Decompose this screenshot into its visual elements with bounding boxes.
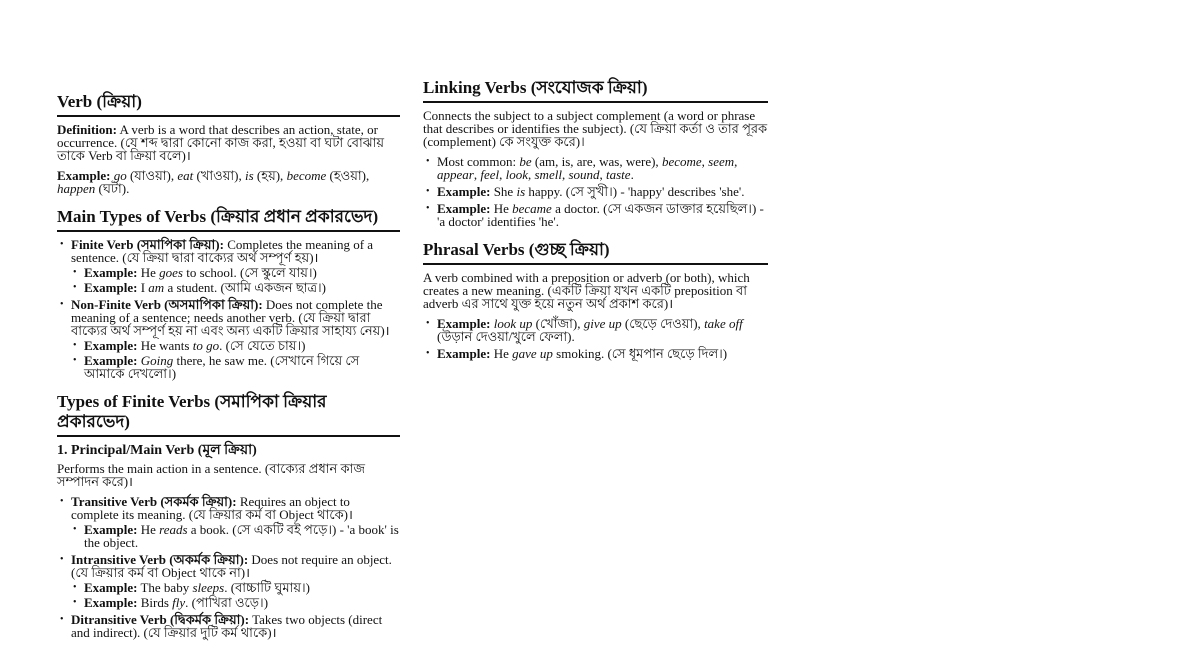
bullet-list xyxy=(423,155,768,228)
text-run: (উড়ান দেওয়া/খুলে ফেলা). xyxy=(437,329,575,344)
italic-term: to go xyxy=(192,338,220,353)
text-run: He xyxy=(137,522,160,537)
text-run: A verb is a word that describes an action, state, or occurrence. (যে শব্দ দ্বারা কোনো কাজ করা, হওয়া বা ঘটা বোঝায় তাকে Verb বা ক্রিয়া বলে)। xyxy=(57,122,385,163)
text-run: a doctor. (সে একজন ডাক্তার হয়েছিল।) - 'a doctor' identifies 'he'. xyxy=(437,201,764,229)
text-run: Linking Verbs (সংযোজক ক্রিয়া) xyxy=(423,78,648,97)
italic-term: take off xyxy=(704,316,743,331)
italic-term: gave up xyxy=(512,346,553,361)
bold-label: Example: xyxy=(84,522,138,537)
italic-term: smell xyxy=(534,167,562,182)
text-run: Phrasal Verbs (গুচ্ছ ক্রিয়া) xyxy=(423,240,610,259)
left-column xyxy=(57,92,400,647)
text-run: (হওয়া), xyxy=(326,168,370,183)
text-run: Requires an object to complete its meaning. (যে ক্রিয়ার কর্ম বা Object থাকে)। xyxy=(71,494,353,522)
subsection-heading xyxy=(57,443,400,459)
italic-term: fly xyxy=(172,595,186,610)
text-run: . xyxy=(630,167,634,182)
italic-term: look xyxy=(505,167,528,182)
text-run: . (পাখিরা ওড়ে।) xyxy=(185,595,269,610)
sub-list-item xyxy=(57,281,400,294)
text-run: Types of Finite Verbs (সমাপিকা ক্রিয়ার প্রকারভেদ) xyxy=(57,392,327,431)
text-run: The baby xyxy=(137,580,193,595)
italic-term: am xyxy=(148,280,165,295)
bold-label: Non-Finite Verb (অসমাপিকা ক্রিয়া): xyxy=(71,297,263,312)
section-heading xyxy=(423,240,768,265)
text-run: He xyxy=(137,265,160,280)
bold-label: Example: xyxy=(437,184,491,199)
list-item xyxy=(57,495,400,521)
list-item xyxy=(57,298,400,337)
text-run: a book. (সে একটি বই পড়ে।) - 'a book' is the object. xyxy=(84,522,399,550)
text-run: to school. (সে স্কুলে যায়।) xyxy=(182,265,317,280)
bold-label: Intransitive Verb (অকর্মক ক্রিয়া): xyxy=(71,552,249,567)
text-run: Most common: xyxy=(437,154,520,169)
text-run: He xyxy=(490,201,513,216)
bold-label: Example: xyxy=(437,346,491,361)
section-heading xyxy=(57,92,400,117)
bold-label: Ditransitive Verb (দ্বিকর্মক ক্রিয়া): xyxy=(71,612,250,627)
sub-list-item xyxy=(57,354,400,380)
text-run: I xyxy=(137,280,149,295)
text-run: (ঘটা). xyxy=(95,181,130,196)
text-run: , xyxy=(734,154,738,169)
text-run: a student. (আমি একজন ছাত্র।) xyxy=(164,280,326,295)
paragraph xyxy=(57,123,400,162)
bold-label: Example: xyxy=(84,280,138,295)
text-run: , xyxy=(561,167,569,182)
italic-term: sleeps xyxy=(192,580,225,595)
bold-label: Example: xyxy=(84,338,138,353)
text-run: . (বাচ্চাটি ঘুমায়।) xyxy=(224,580,310,595)
section-heading xyxy=(57,392,400,437)
italic-term: Going xyxy=(140,353,174,368)
text-run: Takes two objects (direct and indirect). (যে ক্রিয়ার দুটি কর্ম থাকে)। xyxy=(71,612,383,640)
italic-term: goes xyxy=(159,265,183,280)
sub-list-item xyxy=(57,523,400,549)
section-heading xyxy=(423,78,768,103)
bold-label: Example: xyxy=(84,580,138,595)
bullet-list xyxy=(423,317,768,360)
list-item xyxy=(57,238,400,264)
text-run: 1. Principal/Main Verb (মূল ক্রিয়া) xyxy=(57,443,257,458)
bold-label: Example: xyxy=(437,201,491,216)
bold-label: Example: xyxy=(84,353,138,368)
italic-term: taste xyxy=(606,167,631,182)
text-run: She xyxy=(490,184,517,199)
italic-term: give up xyxy=(583,316,622,331)
italic-term: happen xyxy=(57,181,96,196)
right-column xyxy=(423,78,768,368)
italic-term: appear xyxy=(437,167,474,182)
text-run: smoking. (সে ধূমপান ছেড়ে দিল।) xyxy=(552,346,728,361)
text-run: Does not complete the meaning of a sentence; needs another verb. (যে ক্রিয়া দ্বারা বাক্যের অর্থ সম্পূর্ণ হয় না এবং অন্য একটি ক্রিয়ার সাহায্য নেয়)। xyxy=(71,297,390,338)
text-run: (ছেড়ে দেওয়া), xyxy=(621,316,705,331)
text-run: He xyxy=(490,346,513,361)
bullet-list xyxy=(57,238,400,380)
bold-label: Definition: xyxy=(57,122,117,137)
bullet-list xyxy=(57,495,400,639)
italic-term: be xyxy=(519,154,532,169)
section-heading xyxy=(57,207,400,232)
text-run: Main Types of Verbs (ক্রিয়ার প্রধান প্রকারভেদ) xyxy=(57,207,379,226)
paragraph xyxy=(423,109,768,148)
paragraph xyxy=(57,462,400,488)
text-run: (am, is, are, was, were), xyxy=(531,154,662,169)
italic-term: become xyxy=(286,168,327,183)
text-run: (হয়), xyxy=(253,168,287,183)
italic-term: reads xyxy=(159,522,188,537)
list-item xyxy=(57,613,400,639)
italic-term: feel xyxy=(480,167,500,182)
italic-term: seem xyxy=(708,154,735,169)
italic-term: sound xyxy=(568,167,600,182)
text-run: A verb combined with a preposition or adverb (or both), which creates a new meaning. (একটি ক্রিয়া যখন একটি preposition বা adverb এর সাথে যুক্ত হয়ে নতুন অর্থ প্রকাশ করে)। xyxy=(423,270,750,311)
text-run: Verb (ক্রিয়া) xyxy=(57,92,142,111)
paragraph xyxy=(57,169,400,195)
text-run: there, he saw me. (সেখানে গিয়ে সে আমাকে দেখলো।) xyxy=(84,353,360,381)
sub-list-item xyxy=(57,266,400,279)
italic-term: go xyxy=(113,168,127,183)
italic-term: become xyxy=(661,154,702,169)
italic-term: eat xyxy=(177,168,194,183)
paragraph xyxy=(423,271,768,310)
bold-label: Example: xyxy=(84,265,138,280)
text-run: Performs the main action in a sentence. (বাক্যের প্রধান কাজ সম্পাদন করে)। xyxy=(57,461,366,489)
text-run: , xyxy=(599,167,607,182)
text-run: , xyxy=(473,167,481,182)
sub-list-item xyxy=(57,596,400,609)
list-item xyxy=(423,185,768,198)
list-item xyxy=(423,347,768,360)
list-item xyxy=(423,317,768,343)
list-item xyxy=(57,553,400,579)
bold-label: Transitive Verb (সকর্মক ক্রিয়া): xyxy=(71,494,237,509)
italic-term: look up xyxy=(493,316,533,331)
text-run: (খোঁজা), xyxy=(532,316,584,331)
text-run: Does not require an object. (যে ক্রিয়ার কর্ম বা Object থাকে না)। xyxy=(71,552,392,580)
text-run: He wants xyxy=(137,338,193,353)
italic-term: became xyxy=(512,201,552,216)
text-run: . (সে যেতে চায়।) xyxy=(219,338,306,353)
list-item xyxy=(423,202,768,228)
text-run: happy. (সে সুখী।) - 'happy' describes 'she'. xyxy=(525,184,745,199)
italic-term: is xyxy=(244,168,254,183)
bold-label: Example: xyxy=(57,168,111,183)
text-run: Completes the meaning of a sentence. (যে ক্রিয়া দ্বারা বাক্যের অর্থ সম্পূর্ণ হয়)। xyxy=(71,237,374,265)
list-item xyxy=(423,155,768,181)
text-run: Birds xyxy=(137,595,173,610)
sub-list-item xyxy=(57,581,400,594)
text-run: (খাওয়া), xyxy=(193,168,245,183)
italic-term: is xyxy=(516,184,526,199)
sub-list-item xyxy=(57,339,400,352)
text-run: , xyxy=(528,167,535,182)
bold-label: Finite Verb (সমাপিকা ক্রিয়া): xyxy=(71,237,224,252)
text-run: Connects the subject to a subject complement (a word or phrase that describes or identifies the subject). (যে ক্রিয়া কর্তা ও তার পূরক (complement) কে সংযুক্ত করে)। xyxy=(423,108,768,149)
text-run: , xyxy=(701,154,709,169)
bold-label: Example: xyxy=(437,316,491,331)
bold-label: Example: xyxy=(84,595,138,610)
text-run: , xyxy=(499,167,506,182)
text-run: (যাওয়া), xyxy=(126,168,178,183)
